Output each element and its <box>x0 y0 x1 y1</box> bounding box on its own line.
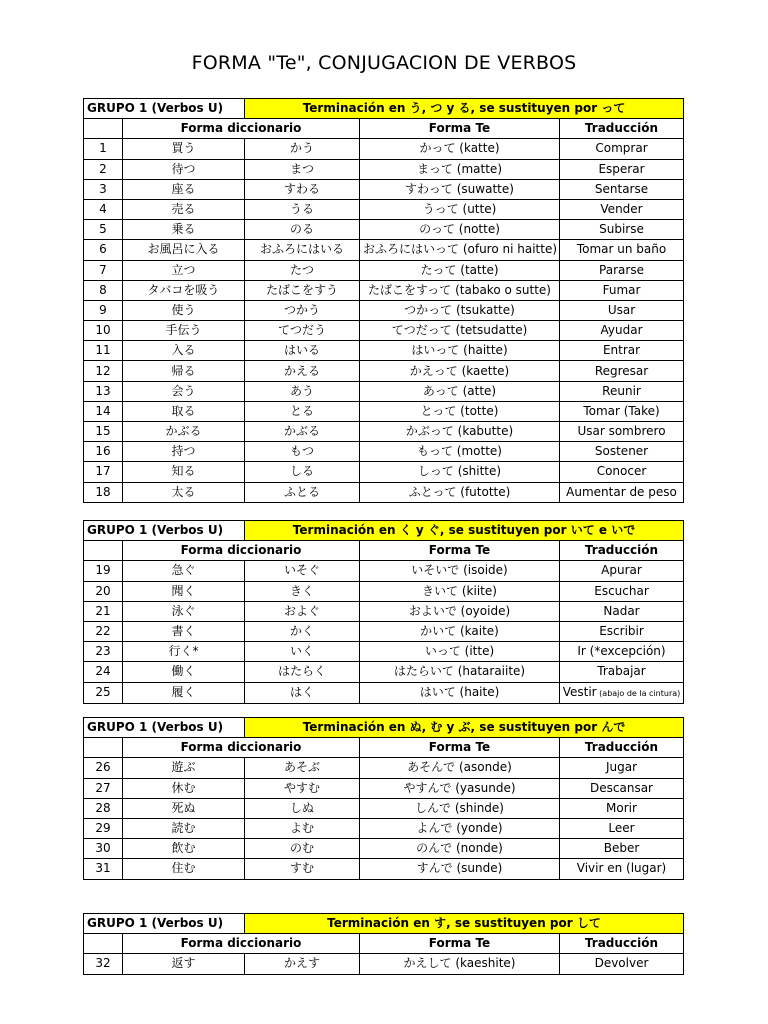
verb-kana: のむ <box>245 839 360 859</box>
translation-text: Reunir <box>602 383 641 398</box>
verb-te-form: かって (katte) <box>360 139 560 159</box>
row-number: 8 <box>84 280 123 300</box>
translation-text: Conocer <box>596 464 647 479</box>
header-number <box>84 541 123 561</box>
verb-translation <box>560 381 684 401</box>
group-header-row <box>84 521 684 541</box>
row-number: 10 <box>84 321 123 341</box>
header-forma-te: Forma Te <box>360 738 560 758</box>
verb-kana: ふとる <box>245 482 360 502</box>
row-number: 6 <box>84 240 123 260</box>
verb-translation <box>560 442 684 462</box>
verb-te-form: とって (totte) <box>360 401 560 421</box>
translation-text: Esperar <box>598 161 645 176</box>
verb-kanji: 待つ <box>123 159 245 179</box>
verb-kana: もつ <box>245 442 360 462</box>
table-row <box>84 139 684 159</box>
verb-kanji: 乗る <box>123 220 245 240</box>
verb-translation <box>560 581 684 601</box>
verb-translation <box>560 401 684 421</box>
verb-te-form: ふとって (futotte) <box>360 482 560 502</box>
verb-kana: よむ <box>245 818 360 838</box>
verb-te-form: おふろにはいって (ofuro ni haitte) <box>360 240 560 260</box>
table-row <box>84 954 684 974</box>
translation-text: Trabajar <box>597 664 646 679</box>
verb-kana: いく <box>245 642 360 662</box>
translation-text: Vestir <box>562 684 597 699</box>
verb-translation <box>560 859 684 879</box>
translation-text: Morir <box>606 800 637 815</box>
verb-kana: およぐ <box>245 601 360 621</box>
verb-group-table <box>83 913 684 975</box>
group-label: GRUPO 1 (Verbos U) <box>84 99 245 119</box>
table-row <box>84 778 684 798</box>
verb-kanji: お風呂に入る <box>123 240 245 260</box>
verb-te-form: のって (notte) <box>360 220 560 240</box>
verb-translation <box>560 300 684 320</box>
verb-translation <box>560 321 684 341</box>
table-row <box>84 159 684 179</box>
table-row <box>84 321 684 341</box>
translation-text: Devolver <box>594 956 649 971</box>
translation-text: Fumar <box>602 282 641 297</box>
header-forma-te: Forma Te <box>360 934 560 954</box>
verb-group-table <box>83 98 684 503</box>
verb-te-form: やすんで (yasunde) <box>360 778 560 798</box>
verb-translation <box>560 662 684 682</box>
row-number: 18 <box>84 482 123 502</box>
verb-kana: すむ <box>245 859 360 879</box>
verb-kanji: 読む <box>123 818 245 838</box>
table-row <box>84 401 684 421</box>
header-forma-te: Forma Te <box>360 119 560 139</box>
verb-kana: しる <box>245 462 360 482</box>
verb-kana: たばこをすう <box>245 280 360 300</box>
translation-text: Usar sombrero <box>577 424 666 439</box>
verb-kana: はいる <box>245 341 360 361</box>
translation-text: Leer <box>608 821 635 836</box>
table-row <box>84 361 684 381</box>
translation-text: Beber <box>603 841 640 856</box>
verb-translation <box>560 954 684 974</box>
verb-te-form: すわって (suwatte) <box>360 179 560 199</box>
row-number: 24 <box>84 662 123 682</box>
verb-kanji: 使う <box>123 300 245 320</box>
translation-text: Escuchar <box>594 583 649 598</box>
verb-te-form: いそいで (isoide) <box>360 561 560 581</box>
verb-translation <box>560 422 684 442</box>
header-traduccion: Traducción <box>560 738 684 758</box>
verb-kanji: かぶる <box>123 422 245 442</box>
row-number: 29 <box>84 818 123 838</box>
verb-kanji: 書く <box>123 621 245 641</box>
verb-translation <box>560 220 684 240</box>
verb-te-form: かぶって (kabutte) <box>360 422 560 442</box>
table-row <box>84 240 684 260</box>
group-rule: Terminación en す, se sustituyen por して <box>245 914 684 934</box>
translation-text: Subirse <box>599 222 644 237</box>
verb-kana: かえす <box>245 954 360 974</box>
column-header-row <box>84 541 684 561</box>
table-row <box>84 859 684 879</box>
verb-translation <box>560 682 684 703</box>
verb-kanji: 履く <box>123 682 245 703</box>
verb-kana: おふろにはいる <box>245 240 360 260</box>
header-number <box>84 119 123 139</box>
row-number: 31 <box>84 859 123 879</box>
verb-te-form: およいで (oyoide) <box>360 601 560 621</box>
verb-te-form: かえって (kaette) <box>360 361 560 381</box>
verb-kana: つかう <box>245 300 360 320</box>
row-number: 26 <box>84 758 123 778</box>
row-number: 30 <box>84 839 123 859</box>
group-label: GRUPO 1 (Verbos U) <box>84 521 245 541</box>
verb-kana: たつ <box>245 260 360 280</box>
header-traduccion: Traducción <box>560 934 684 954</box>
verb-kanji: 座る <box>123 179 245 199</box>
verb-kana: かえる <box>245 361 360 381</box>
verb-te-form: あそんで (asonde) <box>360 758 560 778</box>
translation-text: Descansar <box>590 780 653 795</box>
group-header-row <box>84 914 684 934</box>
header-diccionario: Forma diccionario <box>123 119 360 139</box>
verb-translation <box>560 642 684 662</box>
table-row <box>84 839 684 859</box>
table-row <box>84 682 684 703</box>
row-number: 27 <box>84 778 123 798</box>
row-number: 15 <box>84 422 123 442</box>
verb-kana: やすむ <box>245 778 360 798</box>
verb-translation <box>560 561 684 581</box>
header-diccionario: Forma diccionario <box>123 541 360 561</box>
table-row <box>84 462 684 482</box>
group-rule: Terminación en ぬ, む y ぶ, se sustituyen por んで <box>245 718 684 738</box>
translation-text: Sostener <box>594 444 649 459</box>
row-number: 25 <box>84 682 123 703</box>
verb-te-form: はたらいて (hataraiite) <box>360 662 560 682</box>
translation-text: Tomar (Take) <box>583 403 660 418</box>
table-row <box>84 422 684 442</box>
verb-kana: しぬ <box>245 798 360 818</box>
verb-te-form: のんで (nonde) <box>360 839 560 859</box>
row-number: 1 <box>84 139 123 159</box>
table-row <box>84 758 684 778</box>
table-row <box>84 482 684 502</box>
translation-text: Entrar <box>602 343 641 358</box>
table-row <box>84 341 684 361</box>
row-number: 13 <box>84 381 123 401</box>
verb-kanji: 急ぐ <box>123 561 245 581</box>
verb-te-form: もって (motte) <box>360 442 560 462</box>
verb-te-form: いって (itte) <box>360 642 560 662</box>
verb-translation <box>560 839 684 859</box>
table-row <box>84 642 684 662</box>
row-number: 20 <box>84 581 123 601</box>
header-number <box>84 738 123 758</box>
verb-translation <box>560 818 684 838</box>
verb-kanji: 買う <box>123 139 245 159</box>
verb-group-table <box>83 717 684 880</box>
table-row <box>84 798 684 818</box>
verb-translation <box>560 798 684 818</box>
verb-te-form: かいて (kaite) <box>360 621 560 641</box>
verb-kanji: 死ぬ <box>123 798 245 818</box>
verb-te-form: あって (atte) <box>360 381 560 401</box>
verb-translation <box>560 139 684 159</box>
translation-text: Aumentar de peso <box>566 484 677 499</box>
table-row <box>84 621 684 641</box>
verb-translation <box>560 280 684 300</box>
verb-translation <box>560 601 684 621</box>
translation-text: Comprar <box>595 141 648 156</box>
verb-kanji: タバコを吸う <box>123 280 245 300</box>
row-number: 5 <box>84 220 123 240</box>
table-row <box>84 280 684 300</box>
translation-note: (abajo de la cintura) <box>596 688 681 698</box>
verb-translation <box>560 341 684 361</box>
column-header-row <box>84 934 684 954</box>
group-rule: Terminación en く y ぐ, se sustituyen por いて e いで <box>245 521 684 541</box>
table-row <box>84 220 684 240</box>
header-diccionario: Forma diccionario <box>123 738 360 758</box>
verb-kanji: 入る <box>123 341 245 361</box>
header-forma-te: Forma Te <box>360 541 560 561</box>
translation-text: Ir (*excepción) <box>577 644 666 659</box>
verb-kana: いそぐ <box>245 561 360 581</box>
verb-translation <box>560 199 684 219</box>
verb-kanji: 返す <box>123 954 245 974</box>
row-number: 17 <box>84 462 123 482</box>
verb-kanji: 遊ぶ <box>123 758 245 778</box>
verb-translation <box>560 361 684 381</box>
verb-kana: かく <box>245 621 360 641</box>
verb-kana: うる <box>245 199 360 219</box>
verb-kanji: 帰る <box>123 361 245 381</box>
table-row <box>84 300 684 320</box>
verb-kana: あそぶ <box>245 758 360 778</box>
verb-translation <box>560 482 684 502</box>
verb-te-form: よんで (yonde) <box>360 818 560 838</box>
table-row <box>84 561 684 581</box>
row-number: 14 <box>84 401 123 421</box>
verb-te-form: すんで (sunde) <box>360 859 560 879</box>
group-label: GRUPO 1 (Verbos U) <box>84 718 245 738</box>
verb-translation <box>560 758 684 778</box>
translation-text: Apurar <box>601 563 642 578</box>
row-number: 11 <box>84 341 123 361</box>
verb-te-form: たって (tatte) <box>360 260 560 280</box>
verb-kanji: 行く* <box>123 642 245 662</box>
verb-translation <box>560 462 684 482</box>
translation-text: Vivir en (lugar) <box>576 861 667 876</box>
row-number: 9 <box>84 300 123 320</box>
verb-kanji: 聞く <box>123 581 245 601</box>
verb-kanji: 取る <box>123 401 245 421</box>
row-number: 4 <box>84 199 123 219</box>
verb-kanji: 飲む <box>123 839 245 859</box>
verb-translation <box>560 179 684 199</box>
verb-kana: あう <box>245 381 360 401</box>
verb-te-form: まって (matte) <box>360 159 560 179</box>
header-traduccion: Traducción <box>560 541 684 561</box>
row-number: 19 <box>84 561 123 581</box>
translation-text: Usar <box>607 302 636 317</box>
row-number: 16 <box>84 442 123 462</box>
column-header-row <box>84 738 684 758</box>
verb-kanji: 持つ <box>123 442 245 462</box>
table-row <box>84 818 684 838</box>
verb-kana: きく <box>245 581 360 601</box>
verb-kanji: 休む <box>123 778 245 798</box>
verb-group-table <box>83 520 684 704</box>
table-row <box>84 381 684 401</box>
verb-translation <box>560 240 684 260</box>
group-header-row <box>84 718 684 738</box>
verb-kanji: 泳ぐ <box>123 601 245 621</box>
translation-text: Escribir <box>599 624 644 639</box>
row-number: 23 <box>84 642 123 662</box>
verb-kanji: 会う <box>123 381 245 401</box>
verb-kanji: 売る <box>123 199 245 219</box>
verb-te-form: きいて (kiite) <box>360 581 560 601</box>
verb-translation <box>560 260 684 280</box>
row-number: 32 <box>84 954 123 974</box>
verb-te-form: しんで (shinde) <box>360 798 560 818</box>
row-number: 7 <box>84 260 123 280</box>
header-diccionario: Forma diccionario <box>123 934 360 954</box>
table-row <box>84 601 684 621</box>
table-row <box>84 581 684 601</box>
row-number: 28 <box>84 798 123 818</box>
translation-text: Ayudar <box>600 323 643 338</box>
verb-te-form: しって (shitte) <box>360 462 560 482</box>
translation-text: Nadar <box>603 603 640 618</box>
verb-te-form: はいて (haite) <box>360 682 560 703</box>
verb-translation <box>560 621 684 641</box>
row-number: 2 <box>84 159 123 179</box>
verb-translation <box>560 778 684 798</box>
group-label: GRUPO 1 (Verbos U) <box>84 914 245 934</box>
verb-kanji: 働く <box>123 662 245 682</box>
verb-kana: まつ <box>245 159 360 179</box>
header-number <box>84 934 123 954</box>
verb-kanji: 立つ <box>123 260 245 280</box>
translation-text: Tomar un baño <box>576 242 667 257</box>
table-row <box>84 260 684 280</box>
verb-kanji: 手伝う <box>123 321 245 341</box>
verb-te-form: てつだって (tetsudatte) <box>360 321 560 341</box>
column-header-row <box>84 119 684 139</box>
row-number: 22 <box>84 621 123 641</box>
translation-text: Vender <box>600 202 643 217</box>
table-row <box>84 662 684 682</box>
verb-kana: すわる <box>245 179 360 199</box>
verb-te-form: つかって (tsukatte) <box>360 300 560 320</box>
verb-te-form: はいって (haitte) <box>360 341 560 361</box>
group-rule: Terminación en う, つ y る, se sustituyen por って <box>245 99 684 119</box>
verb-kanji: 知る <box>123 462 245 482</box>
verb-kana: のる <box>245 220 360 240</box>
verb-kana: てつだう <box>245 321 360 341</box>
translation-text: Pararse <box>599 262 644 277</box>
verb-translation <box>560 159 684 179</box>
verb-te-form: たばこをすって (tabako o sutte) <box>360 280 560 300</box>
verb-kana: かぶる <box>245 422 360 442</box>
table-row <box>84 442 684 462</box>
verb-kana: かう <box>245 139 360 159</box>
page-title: FORMA "Te", CONJUGACION DE VERBOS <box>191 52 577 74</box>
verb-te-form: うって (utte) <box>360 199 560 219</box>
row-number: 12 <box>84 361 123 381</box>
translation-text: Regresar <box>594 363 649 378</box>
row-number: 3 <box>84 179 123 199</box>
group-header-row <box>84 99 684 119</box>
verb-kanji: 太る <box>123 482 245 502</box>
header-traduccion: Traducción <box>560 119 684 139</box>
verb-kana: はたらく <box>245 662 360 682</box>
verb-te-form: かえして (kaeshite) <box>360 954 560 974</box>
row-number: 21 <box>84 601 123 621</box>
translation-text: Sentarse <box>594 181 649 196</box>
table-row <box>84 179 684 199</box>
verb-kana: とる <box>245 401 360 421</box>
verb-kana: はく <box>245 682 360 703</box>
translation-text: Jugar <box>605 760 638 775</box>
table-row <box>84 199 684 219</box>
verb-kanji: 住む <box>123 859 245 879</box>
